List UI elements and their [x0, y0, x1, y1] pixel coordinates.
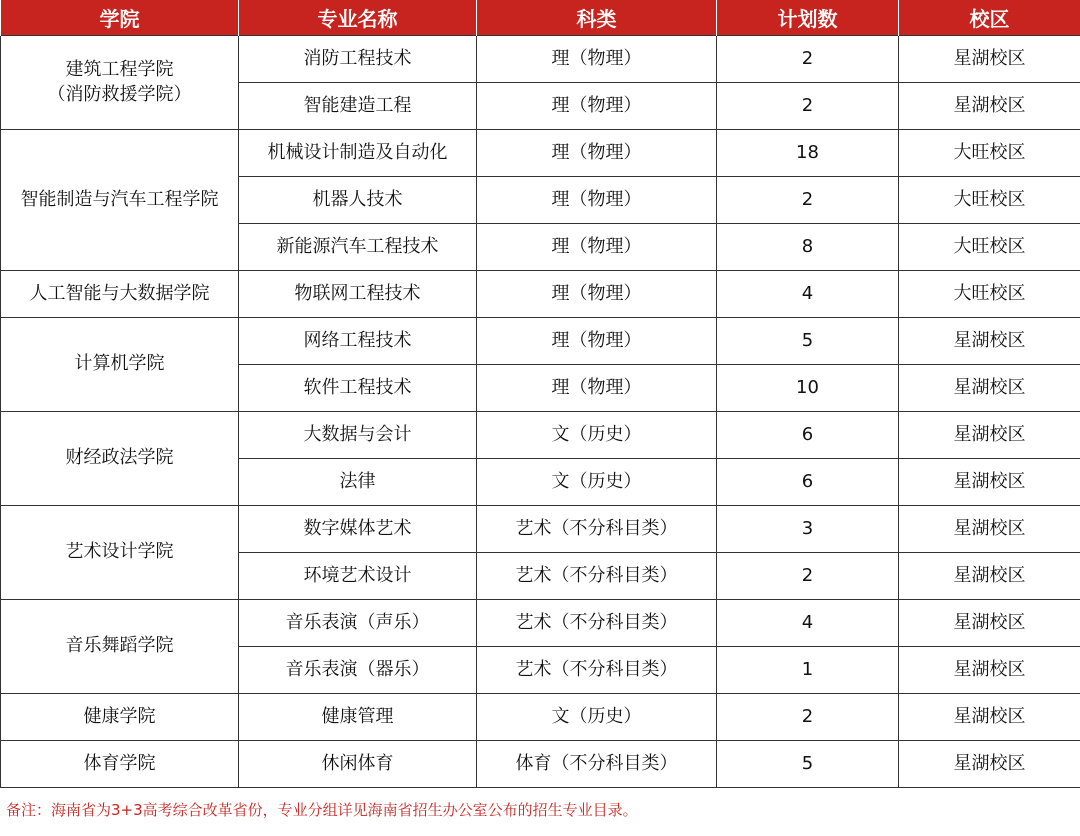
- campus-cell: 星湖校区: [899, 506, 1080, 553]
- category-cell: 体育（不分科目类）: [477, 741, 717, 788]
- plan-count-cell: 18: [717, 130, 899, 177]
- footnote: 备注：海南省为3+3高考综合改革省份，专业分组详见海南省招生办公室公布的招生专业目录。: [6, 801, 638, 819]
- category-cell: 理（物理）: [477, 224, 717, 271]
- campus-cell: 大旺校区: [899, 224, 1080, 271]
- category-cell: 艺术（不分科目类）: [477, 553, 717, 600]
- campus-cell: 星湖校区: [899, 600, 1080, 647]
- college-cell: [1, 694, 239, 741]
- campus-cell: 星湖校区: [899, 365, 1080, 412]
- table-row: [1, 506, 1080, 553]
- category-cell: 理（物理）: [477, 318, 717, 365]
- college-cell: [1, 271, 239, 318]
- campus-cell: 大旺校区: [899, 271, 1080, 318]
- campus-cell: 星湖校区: [899, 459, 1080, 506]
- campus-cell: 星湖校区: [899, 83, 1080, 130]
- college-name-line: 健康学院: [83, 705, 156, 727]
- major-cell: 数字媒体艺术: [239, 506, 477, 553]
- campus-cell: 大旺校区: [899, 177, 1080, 224]
- college-cell: [1, 600, 239, 694]
- major-cell: 机械设计制造及自动化: [239, 130, 477, 177]
- major-cell: 法律: [239, 459, 477, 506]
- college-name-line: （消防救援学院）: [47, 83, 192, 105]
- plan-count-cell: 2: [717, 694, 899, 741]
- category-cell: 艺术（不分科目类）: [477, 647, 717, 694]
- category-cell: 理（物理）: [477, 365, 717, 412]
- college-name-line: 计算机学院: [74, 353, 165, 375]
- header-campus: 校区: [899, 0, 1080, 36]
- major-cell: 休闲体育: [239, 741, 477, 788]
- plan-count-cell: 8: [717, 224, 899, 271]
- plan-count-cell: 6: [717, 459, 899, 506]
- table-row: [1, 600, 1080, 647]
- major-cell: 音乐表演（声乐）: [239, 600, 477, 647]
- header-college: 学院: [1, 0, 239, 36]
- campus-cell: 大旺校区: [899, 130, 1080, 177]
- major-cell: 软件工程技术: [239, 365, 477, 412]
- major-cell: 大数据与会计: [239, 412, 477, 459]
- college-cell: [1, 506, 239, 600]
- plan-count-cell: 5: [717, 318, 899, 365]
- header-major: 专业名称: [239, 0, 477, 36]
- campus-cell: 星湖校区: [899, 694, 1080, 741]
- table-row: [1, 741, 1080, 788]
- major-cell: 新能源汽车工程技术: [239, 224, 477, 271]
- category-cell: 文（历史）: [477, 459, 717, 506]
- major-cell: 物联网工程技术: [239, 271, 477, 318]
- college-cell: [1, 412, 239, 506]
- category-cell: 艺术（不分科目类）: [477, 600, 717, 647]
- category-cell: 理（物理）: [477, 83, 717, 130]
- major-cell: 网络工程技术: [239, 318, 477, 365]
- college-name-line: 音乐舞蹈学院: [65, 635, 174, 657]
- campus-cell: 星湖校区: [899, 553, 1080, 600]
- college-name-line: 人工智能与大数据学院: [29, 282, 210, 304]
- plan-count-cell: 5: [717, 741, 899, 788]
- college-cell: [1, 741, 239, 788]
- major-cell: 环境艺术设计: [239, 553, 477, 600]
- table-row: [1, 130, 1080, 177]
- category-cell: 理（物理）: [477, 271, 717, 318]
- major-cell: 音乐表演（器乐）: [239, 647, 477, 694]
- college-name-line: 财经政法学院: [65, 447, 174, 469]
- major-cell: 智能建造工程: [239, 83, 477, 130]
- table-row: [1, 271, 1080, 318]
- plan-count-cell: 2: [717, 177, 899, 224]
- table-row: [1, 318, 1080, 365]
- college-cell: [1, 130, 239, 271]
- plan-count-cell: 10: [717, 365, 899, 412]
- campus-cell: 星湖校区: [899, 36, 1080, 83]
- table-header-row: [1, 0, 1080, 36]
- plan-count-cell: 2: [717, 83, 899, 130]
- plan-count-cell: 3: [717, 506, 899, 553]
- plan-count-cell: 6: [717, 412, 899, 459]
- college-name-line: 体育学院: [83, 752, 156, 774]
- campus-cell: 星湖校区: [899, 647, 1080, 694]
- college-cell: [1, 36, 239, 130]
- table-row: [1, 412, 1080, 459]
- category-cell: 文（历史）: [477, 694, 717, 741]
- category-cell: 文（历史）: [477, 412, 717, 459]
- header-category: 科类: [477, 0, 717, 36]
- category-cell: 理（物理）: [477, 36, 717, 83]
- plan-count-cell: 1: [717, 647, 899, 694]
- plan-count-cell: 4: [717, 271, 899, 318]
- college-name-line: 艺术设计学院: [65, 541, 174, 563]
- header-plan-count: 计划数: [717, 0, 899, 36]
- college-name-line: 智能制造与汽车工程学院: [20, 188, 219, 210]
- campus-cell: 星湖校区: [899, 741, 1080, 788]
- category-cell: 艺术（不分科目类）: [477, 506, 717, 553]
- plan-count-cell: 4: [717, 600, 899, 647]
- plan-count-cell: 2: [717, 553, 899, 600]
- campus-cell: 星湖校区: [899, 412, 1080, 459]
- major-cell: 健康管理: [239, 694, 477, 741]
- major-cell: 消防工程技术: [239, 36, 477, 83]
- major-cell: 机器人技术: [239, 177, 477, 224]
- college-cell: [1, 318, 239, 412]
- college-name-line: 建筑工程学院: [65, 59, 174, 81]
- table-row: [1, 694, 1080, 741]
- category-cell: 理（物理）: [477, 130, 717, 177]
- category-cell: 理（物理）: [477, 177, 717, 224]
- campus-cell: 星湖校区: [899, 318, 1080, 365]
- plan-count-cell: 2: [717, 36, 899, 83]
- table-body: [1, 36, 1080, 788]
- table-row: [1, 36, 1080, 83]
